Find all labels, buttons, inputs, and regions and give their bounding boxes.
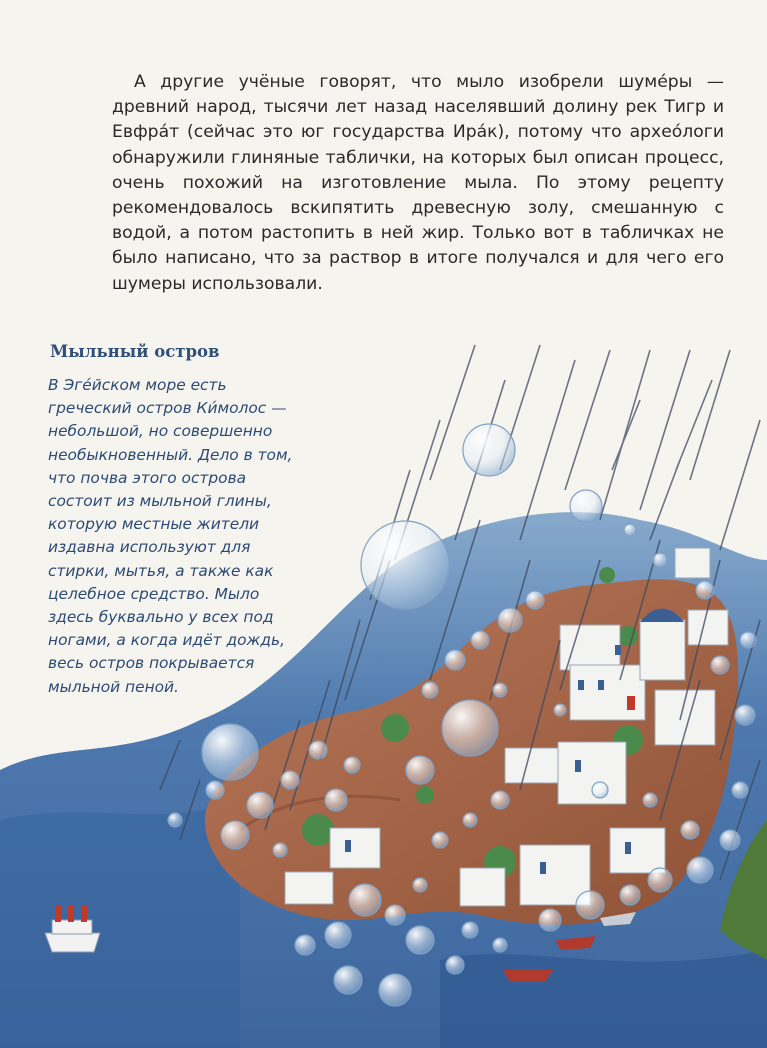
sidebar-line: которую местные жители <box>48 515 260 534</box>
sidebar-line: В Эге́йском море есть <box>48 376 227 394</box>
sidebar-line: небольшой, но совершенно <box>48 422 273 441</box>
sidebar-line: что почва этого острова <box>48 468 247 487</box>
sidebar-line: мыльной пеной. <box>48 677 179 696</box>
sidebar-title: Мыльный остров <box>50 342 220 361</box>
sidebar-line: весь остров покрывается <box>48 654 255 673</box>
sidebar-line: греческий остров Ки́молос — <box>48 399 287 418</box>
sidebar-line: необыкновенный. Дело в том, <box>48 445 293 464</box>
sidebar-line: здесь буквально у всех под <box>48 608 274 627</box>
sidebar-line: состоит из мыльной глины, <box>48 492 272 511</box>
main-paragraph-text: А другие учёные говорят, что мыло изобрели шуме́ры — древний народ, тысячи лет назад населявший долину рек Тигр и Евфра́т (сейчас это юг государства Ира́к), потому что архео́логи обнаружили глиняные таблички, на которых был описан процесс, очень похожий на изготовление мыла. По этому рецепту рекомендовалось вскипятить древесную золу, смешанную с водой, а потом растопить в ней жир. Только вот в табличках не было написано, что за раствор в итоге получался и для чего его шумеры использовали. <box>112 72 724 294</box>
sidebar-text <box>48 374 348 699</box>
sidebar-line: ногами, а когда идёт дождь, <box>48 631 285 650</box>
sidebar-line: издавна используют для <box>48 538 251 557</box>
sidebar-line: стирки, мытья, а также как <box>48 561 274 580</box>
main-paragraph <box>112 70 724 297</box>
sidebar-line: целебное средство. Мыло <box>48 584 260 603</box>
